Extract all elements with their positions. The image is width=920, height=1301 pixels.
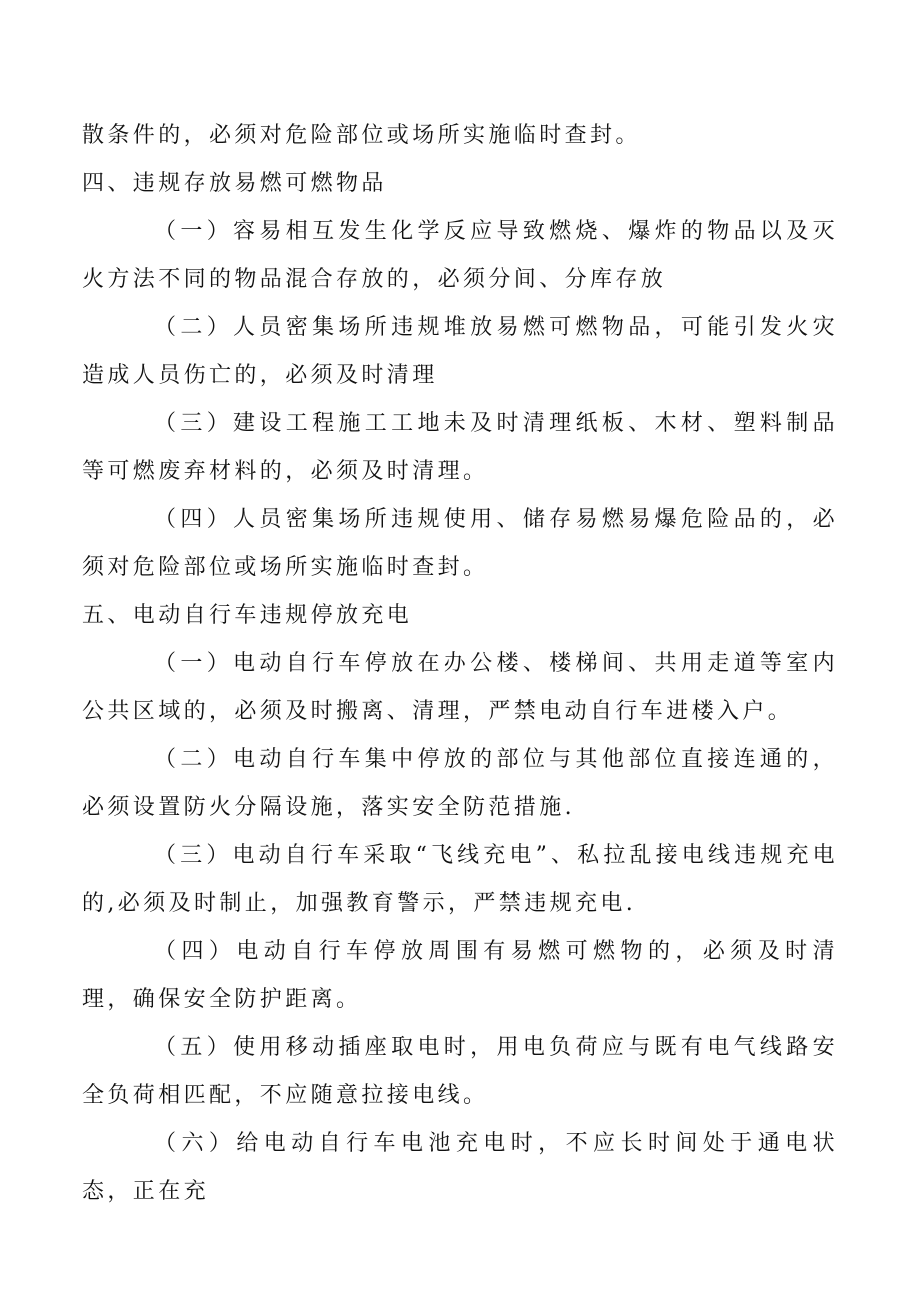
section-heading-four: 四、违规存放易燃可燃物品	[82, 171, 387, 196]
paragraph-continuation: 散条件的，必须对危险部位或场所实施临时查封。	[82, 123, 641, 148]
paragraph-item: （二）人员密集场所违规堆放易燃可燃物品，可能引发火灾造成人员伤亡的，必须及时清理	[82, 315, 838, 388]
paragraph-item: （四）电动自行车停放周围有易燃可燃物的，必须及时清理，确保安全防护距离。	[82, 939, 838, 1012]
paragraph-item: （一）容易相互发生化学反应导致燃烧、爆炸的物品以及灭火方法不同的物品混合存放的，必须分间、分库存放	[82, 219, 838, 292]
paragraph-item: （三）建设工程施工工地未及时清理纸板、木材、塑料制品等可燃废弃材料的，必须及时清理。	[82, 411, 838, 484]
paragraph-item: （六）给电动自行车电池充电时，不应长时间处于通电状态，正在充	[82, 1131, 838, 1204]
paragraph-item: （五）使用移动插座取电时，用电负荷应与既有电气线路安全负荷相匹配，不应随意拉接电线。	[82, 1035, 838, 1108]
paragraph-item: （二）电动自行车集中停放的部位与其他部位直接连通的，必须设置防火分隔设施，落实安全防范措施.	[82, 747, 838, 820]
paragraph-item: （三）电动自行车采取“飞线充电”、私拉乱接电线违规充电的,必须及时制止，加强教育警示，严禁违规充电.	[82, 843, 838, 916]
paragraph-item: （四）人员密集场所违规使用、储存易燃易爆危险品的，必须对危险部位或场所实施临时查封。	[82, 507, 838, 580]
paragraph-item: （一）电动自行车停放在办公楼、楼梯间、共用走道等室内公共区域的，必须及时搬离、清理，严禁电动自行车进楼入户。	[82, 651, 838, 724]
document-body	[82, 112, 838, 1216]
section-heading-five: 五、电动自行车违规停放充电	[82, 603, 413, 628]
